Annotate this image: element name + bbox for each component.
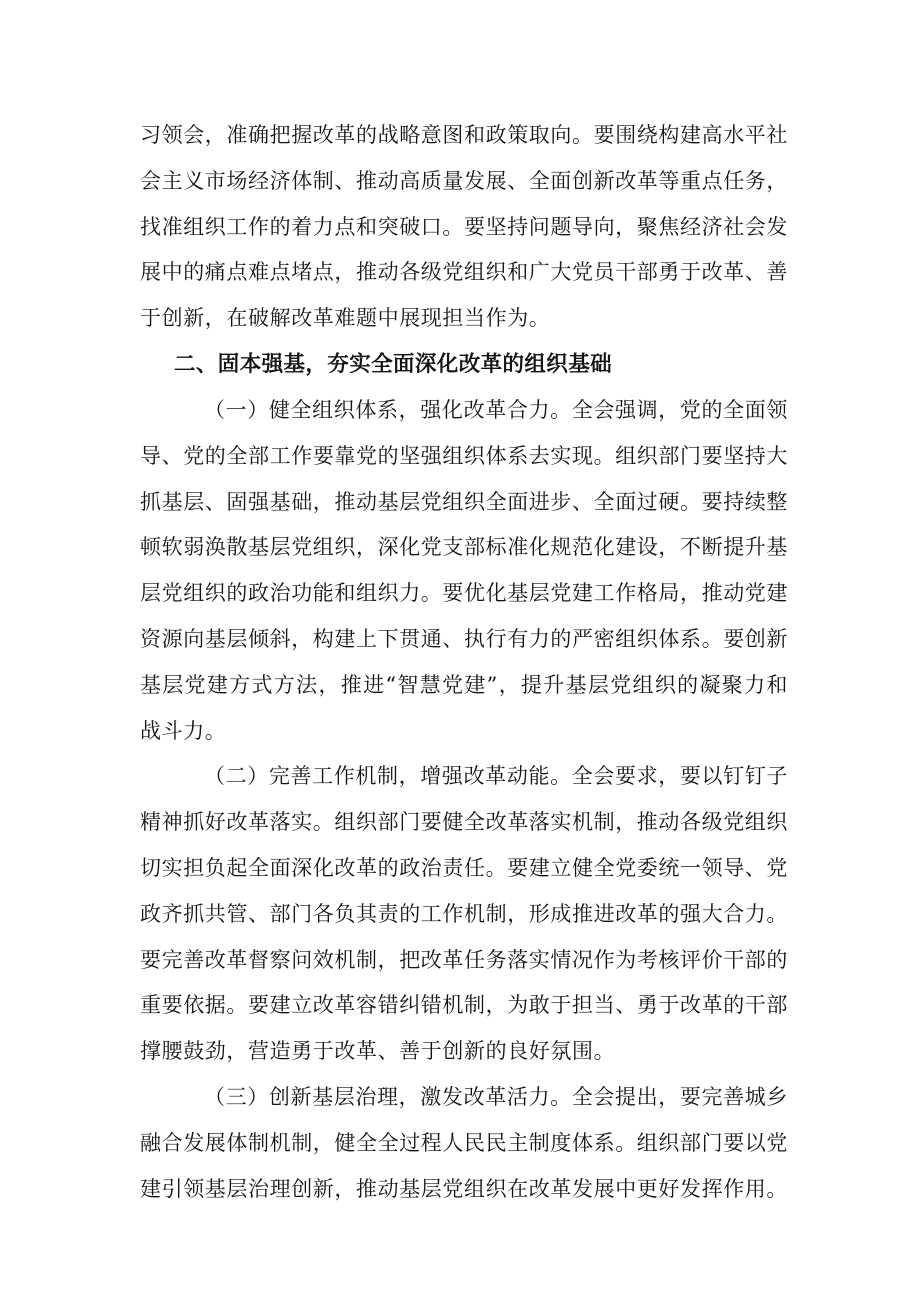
paragraph-organization-system: （一）健全组织体系，强化改革合力。全会强调，党的全面领导、党的全部工作要靠党的坚强组织体系去实现。组织部门要坚持大抓基层、固强基础，推动基层党组织全面进步、全面过硬。要持续整顿软弱涣散基层党组织，深化党支部标准化规范化建设，不断提升基层党组织的政治功能和组织力。要优化基层党建工作格局，推动党建资源向基层倾斜，构建上下贯通、执行有力的严密组织体系。要创新基层党建方式方法，推进“智慧党建”，提升基层党组织的凝聚力和战斗力。	[140, 397, 788, 743]
paragraph-work-mechanism: （二）完善工作机制，增强改革动能。全会要求，要以钉钉子精神抓好改革落实。组织部门要健全改革落实机制，推动各级党组织切实担负起全面深化改革的政治责任。要建立健全党委统一领导、党政齐抓共管、部门各负其责的工作机制，形成推进改革的强大合力。要完善改革督察问效机制，把改革任务落实情况作为考核评价干部的重要依据。要建立改革容错纠错机制，为敢于担当、勇于改革的干部撑腰鼓劲，营造勇于改革、善于创新的良好氛围。	[140, 764, 788, 1064]
document-body	[140, 113, 788, 1212]
paragraph-grassroots-governance: （三）创新基层治理，激发改革活力。全会提出，要完善城乡融合发展体制机制，健全全过程人民民主制度体系。组织部门要以党建引领基层治理创新，推动基层党组织在改革发展中更好发挥作用。	[140, 1084, 788, 1201]
paragraph-continued: 习领会，准确把握改革的战略意图和政策取向。要围绕构建高水平社会主义市场经济体制、推动高质量发展、全面创新改革等重点任务，找准组织工作的着力点和突破口。要坚持问题导向，聚焦经济社会发展中的痛点难点堵点，推动各级党组织和广大党员干部勇于改革、善于创新，在破解改革难题中展现担当作为。	[140, 123, 788, 331]
section-heading: 二、固本强基，夯实全面深化改革的组织基础	[174, 351, 613, 377]
